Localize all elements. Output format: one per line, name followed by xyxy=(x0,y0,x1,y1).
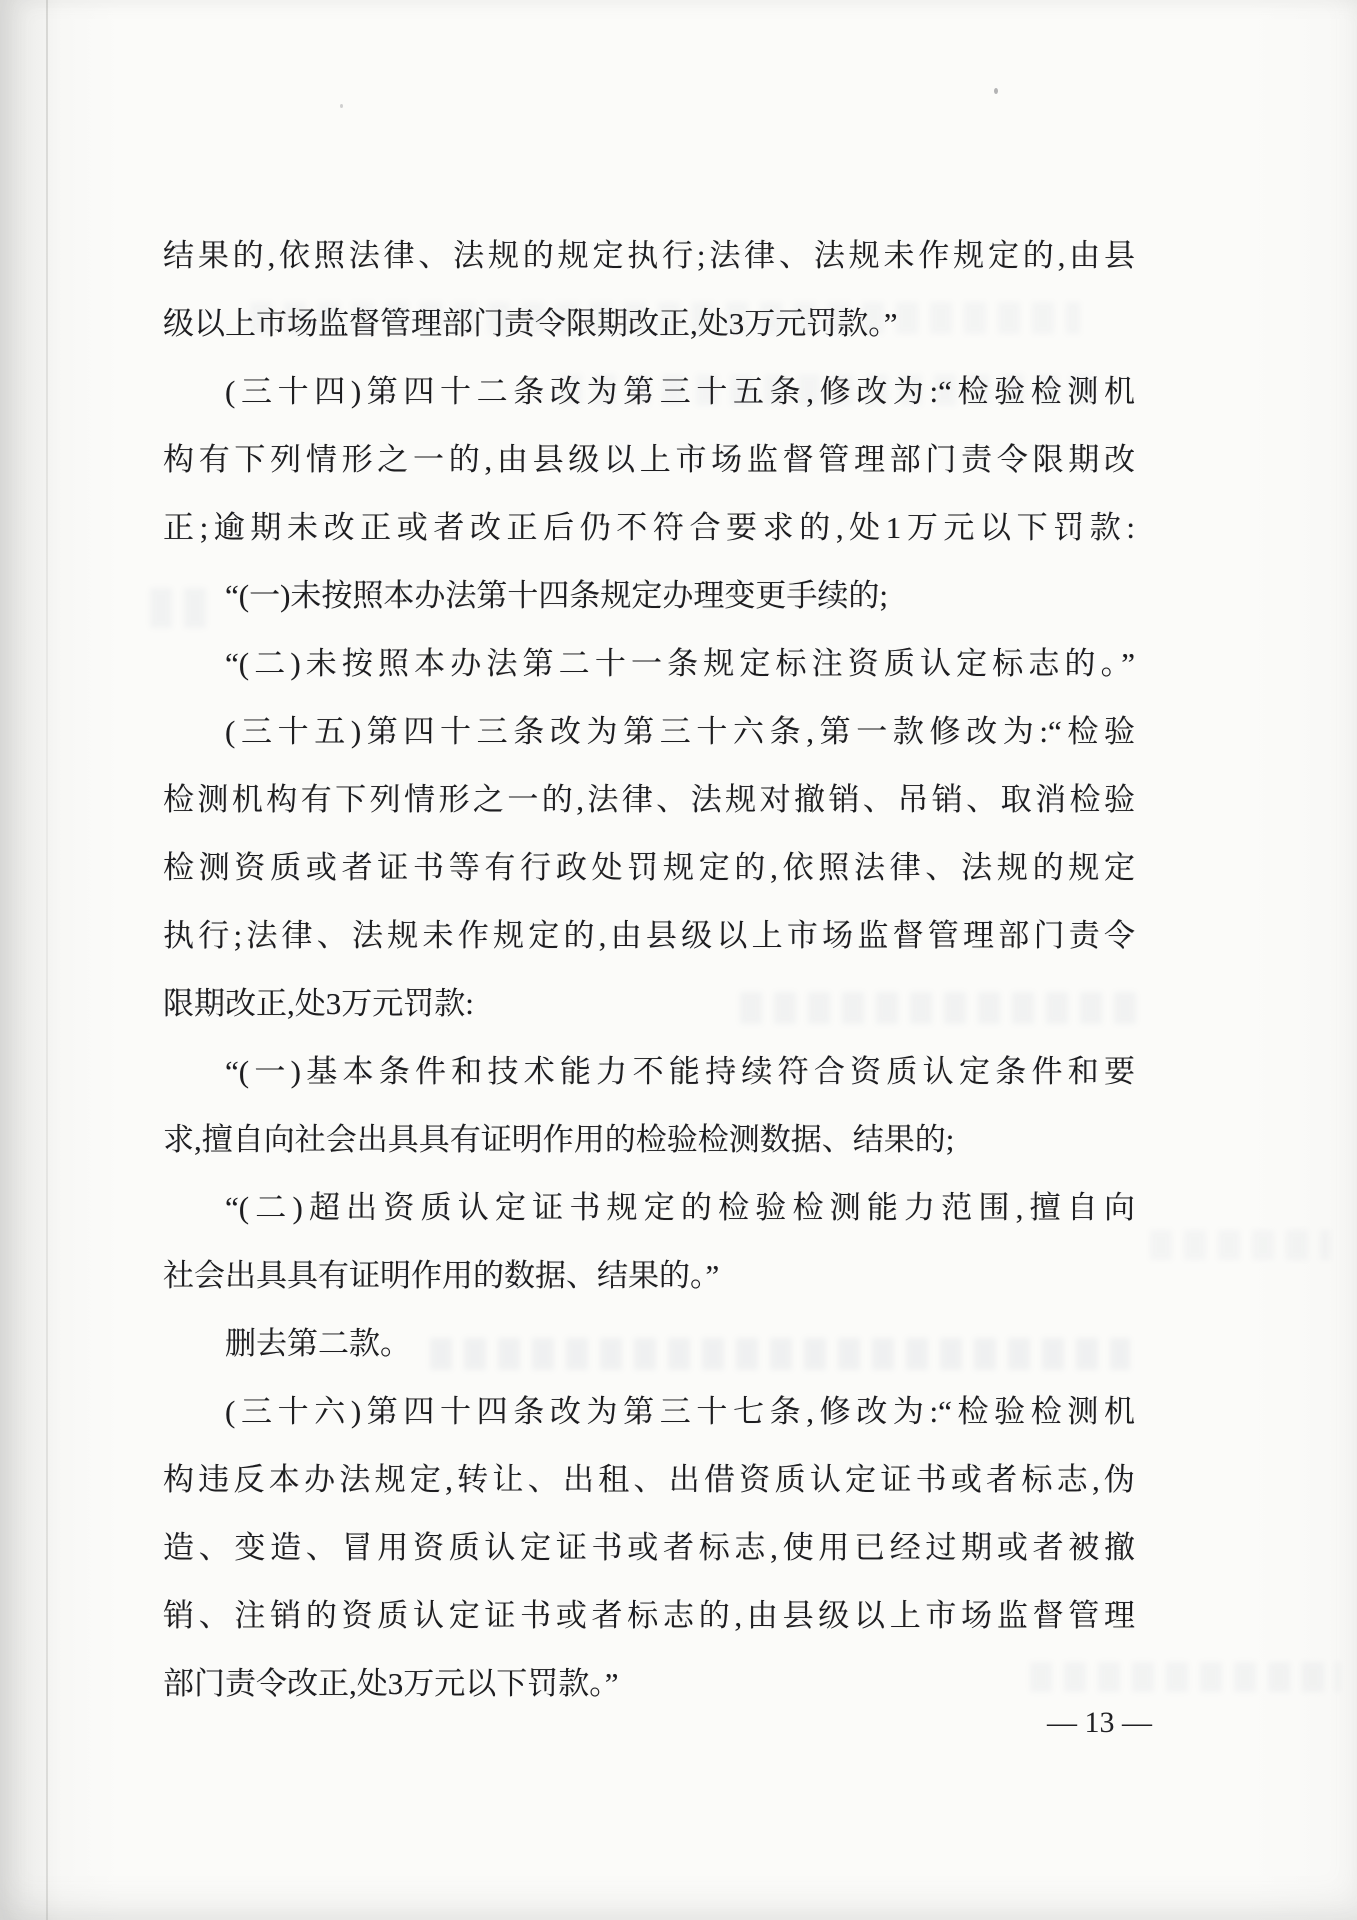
text-line: “(二)超出资质认定证书规定的检验检测能力范围,擅自向 xyxy=(225,1190,1135,1225)
text-line: 删去第二款。 xyxy=(225,1326,411,1361)
text-line: (三十六)第四十四条改为第三十七条,修改为:“检验检测机 xyxy=(225,1394,1135,1429)
text-line: 构有下列情形之一的,由县级以上市场监督管理部门责令限期改 xyxy=(163,442,1135,477)
text-line: (三十五)第四十三条改为第三十六条,第一款修改为:“检验 xyxy=(225,714,1135,749)
text-line: 正;逾期未改正或者改正后仍不符合要求的,处1万元以下罚款: xyxy=(163,510,1135,545)
scan-speck xyxy=(340,104,343,108)
text-line: 级以上市场监督管理部门责令限期改正,处3万元罚款。” xyxy=(163,306,898,341)
page-fold-line xyxy=(46,0,48,1920)
text-line: “(一)未按照本办法第十四条规定办理变更手续的; xyxy=(225,578,889,613)
text-line: 限期改正,处3万元罚款: xyxy=(163,986,474,1021)
text-line: “(二)未按照本办法第二十一条规定标注资质认定标志的。” xyxy=(225,646,1135,681)
bleedthrough-artifact xyxy=(1150,1230,1330,1260)
text-line: 销、注销的资质认定证书或者标志的,由县级以上市场监督管理 xyxy=(163,1598,1135,1633)
text-line: 检测机构有下列情形之一的,法律、法规对撤销、吊销、取消检验 xyxy=(163,782,1135,817)
text-line: 结果的,依照法律、法规的规定执行;法律、法规未作规定的,由县 xyxy=(163,238,1135,273)
text-line: 部门责令改正,处3万元以下罚款。” xyxy=(163,1666,619,1701)
text-line: (三十四)第四十二条改为第三十五条,修改为:“检验检测机 xyxy=(225,374,1135,409)
page-number: — 13 — xyxy=(1047,1706,1152,1739)
text-line: 构违反本办法规定,转让、出租、出借资质认定证书或者标志,伪 xyxy=(163,1462,1135,1497)
text-line: 执行;法律、法规未作规定的,由县级以上市场监督管理部门责令 xyxy=(163,918,1135,953)
text-line: 造、变造、冒用资质认定证书或者标志,使用已经过期或者被撤 xyxy=(163,1530,1135,1565)
document-body-text xyxy=(163,222,1135,1718)
text-line: 检测资质或者证书等有行政处罚规定的,依照法律、法规的规定 xyxy=(163,850,1135,885)
text-line: 社会出具具有证明作用的数据、结果的。” xyxy=(163,1258,720,1293)
text-line: 求,擅自向社会出具具有证明作用的检验检测数据、结果的; xyxy=(163,1122,955,1157)
scan-speck xyxy=(994,88,998,94)
text-line: “(一)基本条件和技术能力不能持续符合资质认定条件和要 xyxy=(225,1054,1135,1089)
